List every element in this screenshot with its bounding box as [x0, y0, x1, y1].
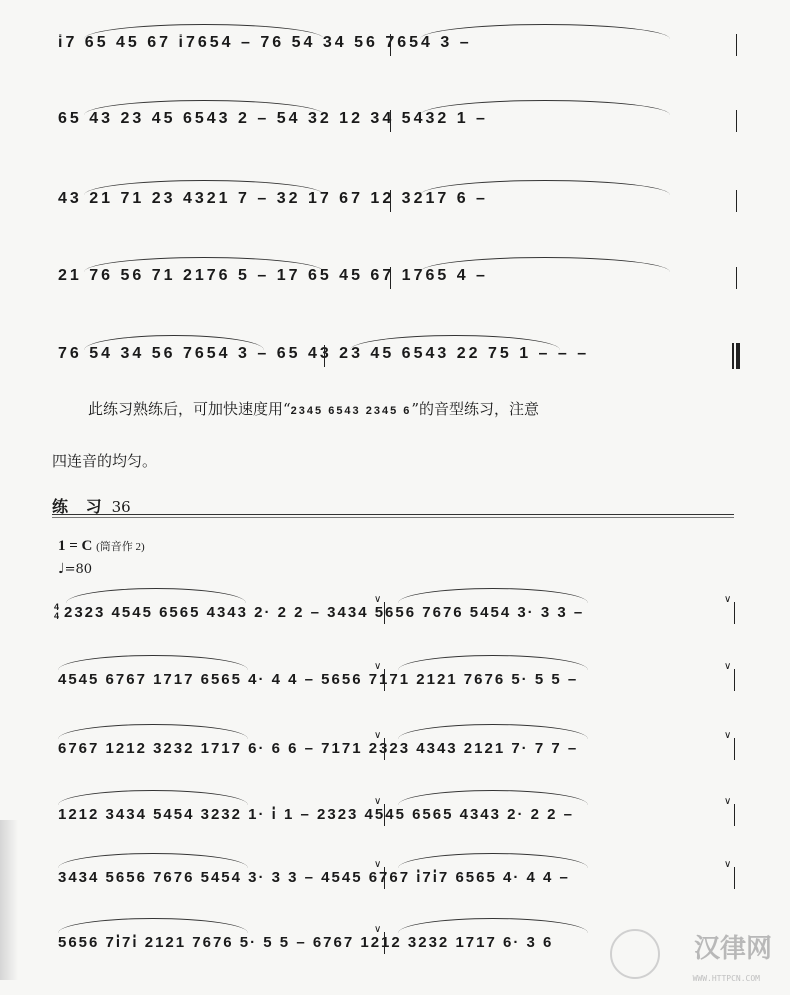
barline	[390, 267, 391, 289]
slur	[84, 335, 264, 350]
key-note: (筒音作 2)	[96, 541, 145, 553]
breath-mark: ∨	[374, 730, 382, 741]
practice-note	[88, 400, 748, 418]
note-pattern: 2345 6543 2345 6	[290, 405, 412, 417]
tempo-marking	[58, 561, 92, 577]
barline	[734, 738, 735, 760]
slur	[420, 100, 670, 115]
barline	[390, 110, 391, 132]
slur	[66, 588, 246, 603]
heading-rule-thin	[52, 517, 734, 518]
quarter-note-icon: ♩	[58, 561, 65, 577]
page-edge-shadow	[0, 820, 18, 980]
breath-mark: ∨	[374, 924, 382, 935]
breath-mark: ∨	[724, 796, 732, 807]
practice-note-text: 此练习熟练后，可加快速度用“	[88, 400, 291, 418]
slur	[84, 100, 324, 115]
watermark-logo-icon	[610, 929, 660, 979]
practice-note-text-end: ”的音型练习，注意	[411, 400, 540, 418]
slur	[398, 790, 588, 805]
slur	[58, 790, 248, 805]
tempo-value: =80	[64, 562, 93, 577]
slur	[398, 724, 588, 739]
breath-mark: ∨	[724, 730, 732, 741]
score-row-2: 65 43 23 45 6543 2 – 54 32 12 34 5432 1 –	[58, 110, 488, 127]
exercise-row-6: 5656 7i̇7i̇ 2121 7676 5· 5 5 – 6767 1212 3232 1717 6· 3 6	[58, 934, 554, 951]
final-barline	[736, 343, 740, 369]
exercise-row-2: 4545 6767 1717 6565 4· 4 4 – 5656 7171 2121 7676 5· 5 5 –	[58, 671, 579, 688]
exercise-title: 练 习	[52, 497, 108, 516]
time-signature	[52, 603, 61, 621]
slur	[398, 588, 588, 603]
barline	[384, 804, 385, 826]
slur	[58, 853, 248, 868]
slur	[420, 24, 670, 39]
watermark-text: 汉律网	[693, 934, 772, 964]
heading-rule	[52, 514, 734, 515]
time-sig-top: 4	[53, 602, 59, 612]
score-row-5: 76 54 34 56 7654 3 – 65 43 23 45 6543 22 75 1 – – –	[58, 345, 590, 362]
barline	[734, 867, 735, 889]
barline	[734, 602, 735, 624]
breath-mark: ∨	[724, 661, 732, 672]
breath-mark: ∨	[724, 594, 732, 605]
breath-mark: ∨	[374, 594, 382, 605]
barline	[390, 190, 391, 212]
barline	[736, 267, 737, 289]
time-sig-bottom: 4	[53, 611, 59, 621]
watermark-url: WWW.HTTPCN.COM	[692, 974, 760, 983]
barline	[390, 34, 391, 56]
barline	[734, 804, 735, 826]
breath-mark: ∨	[374, 859, 382, 870]
slur	[398, 853, 588, 868]
slur	[398, 918, 588, 933]
barline	[736, 110, 737, 132]
score-row-4: 21 76 56 71 2176 5 – 17 65 45 67 1765 4 –	[58, 267, 488, 284]
exercise-row-4: 1212 3434 5454 3232 1· i̇ 1 – 2323 4545 6565 4343 2· 2 2 –	[58, 806, 575, 823]
barline	[384, 669, 385, 691]
slur	[84, 24, 324, 39]
exercise-row-5: 3434 5656 7676 5454 3· 3 3 – 4545 6767 i̇7i̇7 6565 4· 4 4 –	[58, 869, 570, 886]
slur	[420, 180, 670, 195]
exercise-number: 36	[111, 498, 131, 516]
slur	[58, 724, 248, 739]
score-row-1: i̇7 65 45 67 i̇7654 – 76 54 34 56 7654 3 –	[58, 34, 472, 51]
slur	[350, 335, 560, 350]
slur	[398, 655, 588, 670]
barline	[384, 602, 385, 624]
score-row-3: 43 21 71 23 4321 7 – 32 17 67 12 3217 6 –	[58, 190, 488, 207]
key-signature	[58, 538, 145, 555]
barline	[384, 867, 385, 889]
barline	[384, 932, 385, 954]
slur	[84, 180, 324, 195]
slur	[84, 257, 324, 272]
breath-mark: ∨	[374, 661, 382, 672]
practice-note-line2: 四连音的均匀。	[52, 452, 158, 470]
breath-mark: ∨	[374, 796, 382, 807]
exercise-row-1: 2323 4545 6565 4343 2· 2 2 – 3434 5656 7676 5454 3· 3 3 –	[64, 604, 585, 621]
slur	[58, 918, 248, 933]
exercise-row-3: 6767 1212 3232 1717 6· 6 6 – 7171 2323 4343 2121 7· 7 7 –	[58, 740, 579, 757]
slur	[58, 655, 248, 670]
barline	[734, 669, 735, 691]
final-barline	[732, 343, 734, 369]
barline	[736, 190, 737, 212]
slur	[420, 257, 670, 272]
breath-mark: ∨	[724, 859, 732, 870]
key-text: 1 = C	[58, 538, 93, 554]
barline	[384, 738, 385, 760]
barline	[324, 345, 325, 367]
barline	[736, 34, 737, 56]
